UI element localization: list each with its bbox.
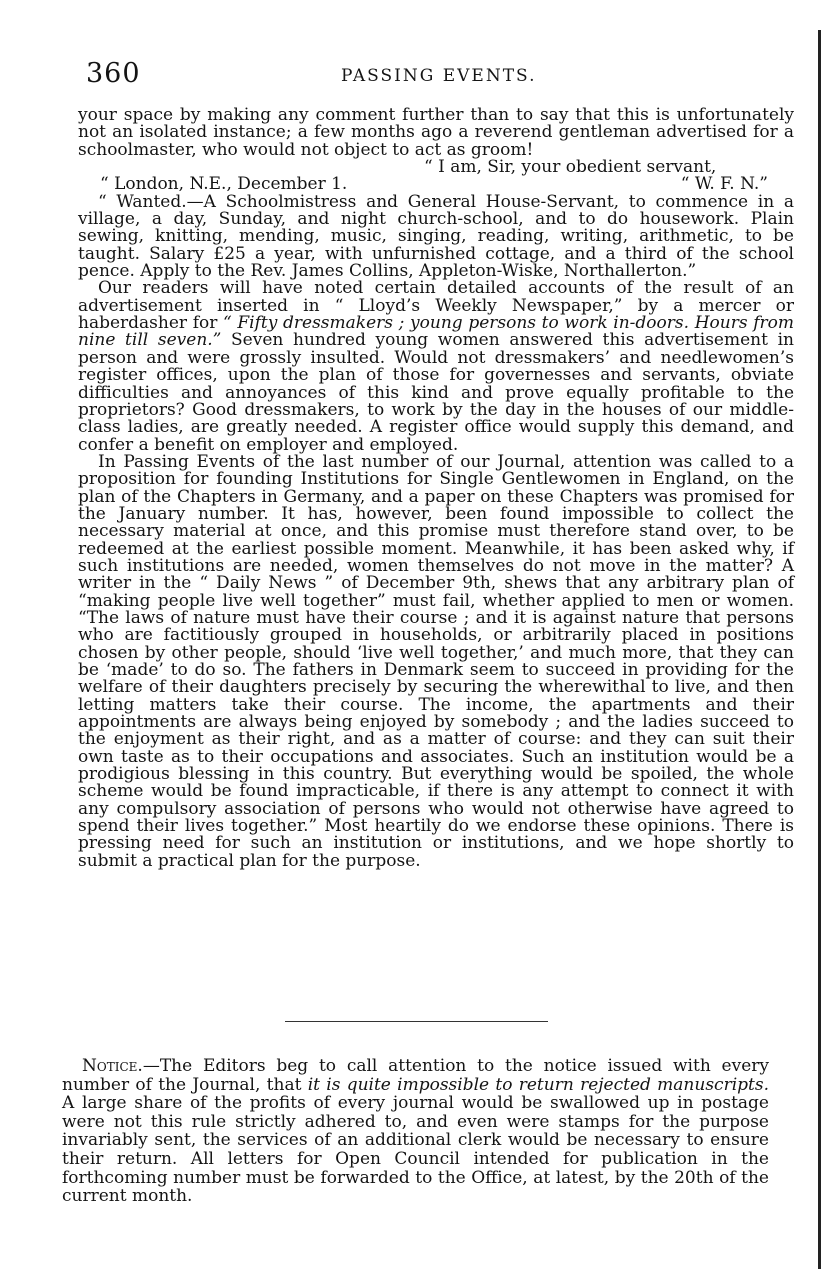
letter-closing: “ I am, Sir, your obedient servant,	[424, 157, 717, 178]
section-divider	[285, 1021, 548, 1022]
dressmakers-quote: “ Fifty dressmakers ; young persons to work in-doors. Hours from nine till seven.”	[78, 313, 794, 351]
running-title: PASSING EVENTS.	[341, 66, 537, 86]
dressmakers-text-after: Seven hundred young women answered this advertisement in person and were grossly insulted. Would not dressmakers’ and needlewomen’s register offices, upon the plan of those for governesses and servants, obviate difficulties and annoyances of this kind and prove equally profitable to the proprietors? Good dressmakers, to work by the day in the houses of our middle-class ladies, are greatly needed. A register office would supply this demand, and confer a benefit on employer and employed.	[78, 330, 794, 455]
notice-text-after: A large share of the profits of every journal would be swallowed up in postage were not this rule strictly adhered to, and even were stamps for the purpose invariably sent, the services of an additional clerk would be necessary to ensure their return. All letters for Open Council intended for publication in the forthcoming number must be forwarded to the Office, at latest, by the 20th of the current month.	[62, 1093, 769, 1207]
notice-paragraph	[62, 1057, 769, 1206]
notice-label: Notice.	[82, 1056, 143, 1076]
dressmakers-text-before: Our readers will have noted certain detailed accounts of the result of an advertisement inserted in “ Lloyd’s Weekly Newspaper,” by a mercer or haberdasher for	[78, 278, 794, 334]
page-header	[86, 58, 796, 98]
letter-signature-line	[78, 176, 794, 193]
page-number: 360	[86, 58, 141, 89]
page-edge-rule	[818, 30, 821, 1269]
institutions-paragraph: In Passing Events of the last number of our Journal, attention was called to a proposition for founding Institutions for Single Gentlewomen in England, on the plan of the Chapters in Germany, and a paper on these Chapters was promised for the January number. It has, however, been found impossible to collect the necessary material at once, and this promise must therefore stand over, to be redeemed at the earliest possible moment. Meanwhile, it has been asked why, if such institutions are needed, women themselves do not move in the matter? A writer in the “ Daily News ” of December 9th, shews that any arbitrary plan of “making people live well together” must fail, whether applied to men or women. “The laws of nature must have their course ; and it is against nature that persons who are factitiously grouped in households, or arbitrarily placed in positions chosen by other people, should ‘live well together,’ and much more, that they can be ‘made’ to do so. The fathers in Denmark seem to succeed in providing for the welfare of their daughters precisely by securing the wherewithal to live, and then letting matters take their course. The income, the apartments and their appointments are always being enjoyed by somebody ; and the ladies succeed to the enjoyment as their right, and as a matter of course: and they can suit their own taste as to their occupations and associates. Such an institution would be a prodigious blessing in this country. But everything would be spoiled, the whole scheme would be found impracticable, if there is any attempt to connect it with any compulsory association of persons who would not otherwise have agreed to spend their lives together.” Most heartily do we endorse these opinions. There is pressing need for such an institution or institutions, and we hope shortly to submit a practical plan for the purpose.	[78, 451, 794, 871]
notice-emphasis: it is quite impossible to return rejected manuscripts.	[307, 1074, 769, 1095]
letter-initials: “ W. F. N.”	[680, 174, 768, 195]
article-body	[78, 107, 794, 870]
letter-place-date: “ London, N.E., December 1.	[100, 174, 348, 195]
advert-paragraph: “ Wanted.—A Schoolmistress and General House-Servant, to commence in a village, a day, Sunday, and night church-school, and to do housework. Plain sewing, knitting, mending, music, singing, reading, writing, arithmetic, to be taught. Salary £25 a year, with unfurnished cottage, and a third of the school pence. Apply to the Rev. James Collins, Appleton-Wiske, Northallerton.”	[78, 191, 794, 282]
notice-text-before: —The Editors beg to call attention to the notice issued with every number of the Journal, that	[62, 1056, 769, 1095]
dressmakers-paragraph	[78, 280, 794, 453]
editors-notice	[62, 1057, 769, 1206]
letter-paragraph: your space by making any comment further than to say that this is unfortunately not an isolated instance; a few months ago a reverend gentleman advertised for a schoolmaster, who would not object to act as groom!	[78, 105, 794, 160]
